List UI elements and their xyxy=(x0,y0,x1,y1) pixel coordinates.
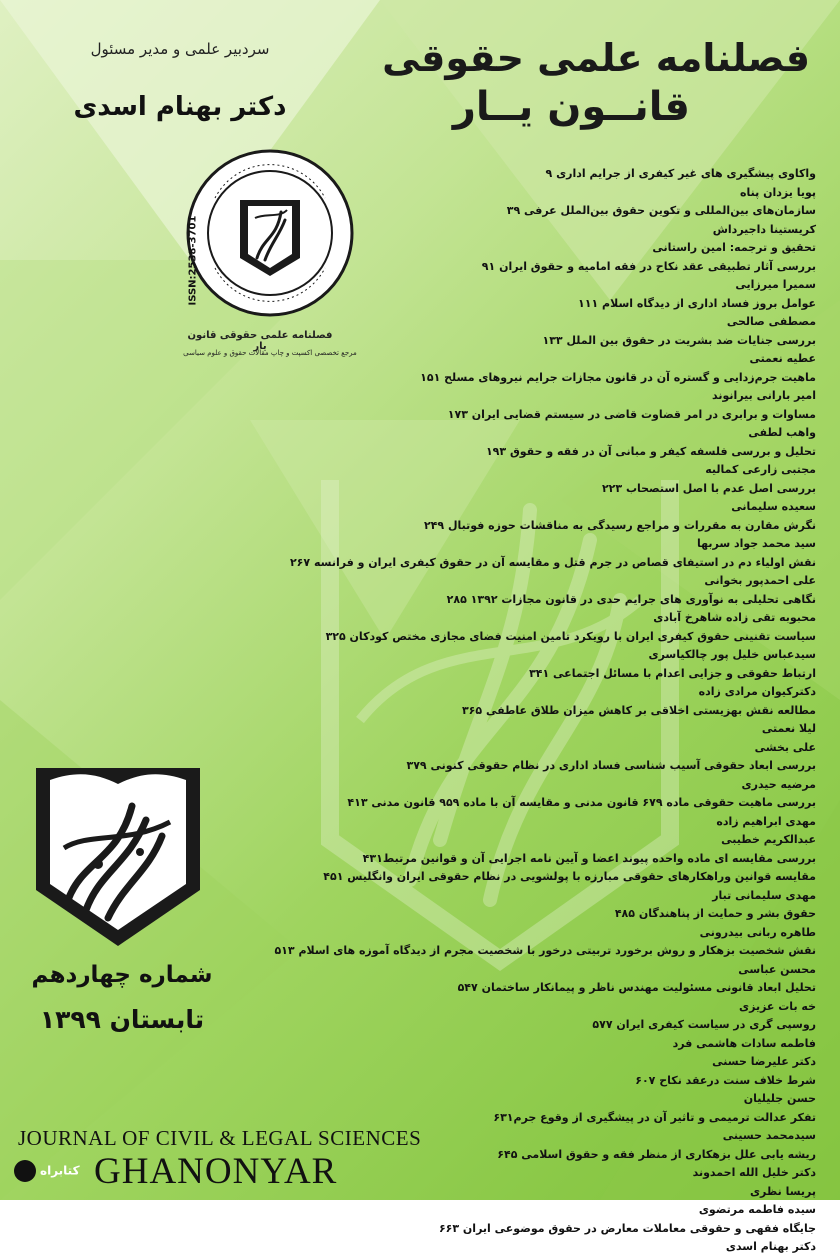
editor-label: سردبیر علمی و مدیر مسئول xyxy=(90,40,270,58)
toc-line: عوامل بروز فساد اداری از دیدگاه اسلام ۱۱۱ xyxy=(578,296,816,310)
toc-line: تفکر عدالت ترمیمی و تاثیر آن در پیشگیری از وقوع جرم۶۳۱ xyxy=(493,1110,816,1124)
toc-line: واهب لطفی xyxy=(748,426,816,439)
table-of-contents xyxy=(274,165,816,1257)
issue-season: تابستان ۱۳۹۹ xyxy=(39,1005,205,1034)
toc-line: بررسی اصل عدم با اصل استصحاب ۲۲۳ xyxy=(601,481,816,495)
toc-line: مطالعه نقش بهزیستی اخلاقی بر کاهش میزان طلاق عاطفی ۳۶۵ xyxy=(461,703,816,717)
toc-line: بررسی مقایسه ای ماده واحده پیوند اعضا و آیین نامه اجرایی آن و قوانین مرتبط۴۳۱ xyxy=(362,851,816,865)
seal-subcaption: مرجع تخصصی اکسپت و چاپ مقالات حقوق و علوم سیاسی xyxy=(183,349,357,357)
toc-line: مساوات و برابری در امر قضاوت قاضی در سیستم قضایی ایران ۱۷۳ xyxy=(447,407,816,421)
toc-line: سیدمحمد حسینی xyxy=(722,1129,816,1142)
toc-line: محبوبه تقی زاده شاهرخ آبادی xyxy=(653,611,816,624)
toc-line: علی بخشی xyxy=(754,740,816,754)
toc-line: مصطفی صالحی xyxy=(726,315,816,328)
toc-line: تحلیل و بررسی فلسفه کیفر و مبانی آن در فقه و حقوق ۱۹۳ xyxy=(485,444,816,458)
toc-line: بررسی جنایات ضد بشریت در حقوق بین الملل ۱۳۳ xyxy=(542,333,816,347)
toc-line: سیدعباس خلیل پور چالکیاسری xyxy=(648,648,816,661)
toc-line: دکترکیوان مرادی زاده xyxy=(698,685,816,698)
toc-line: طاهره ربانی بیدرونی xyxy=(699,925,816,939)
toc-line: سیده فاطمه مرتضوی xyxy=(698,1203,816,1216)
toc-line: پویا یزدان پناه xyxy=(740,185,816,199)
toc-line: لیلا نعمتی xyxy=(761,722,816,735)
toc-line: فاطمه سادات هاشمی فرد xyxy=(672,1036,816,1050)
toc-line: بررسی آثار تطبیقی عقد نکاح در فقه امامیه و حقوق ایران ۹۱ xyxy=(481,259,816,273)
journal-english-title: JOURNAL OF CIVIL & LEGAL SCIENCES xyxy=(18,1126,422,1150)
toc-line: سعیده سلیمانی xyxy=(731,500,816,513)
toc-line: حسن جلیلیان xyxy=(743,1092,816,1105)
toc-line: سیاست تقنینی حقوق کیفری ایران با رویکرد تامین امنیت فضای مجازی مختص کودکان ۳۲۵ xyxy=(325,629,816,643)
toc-line: علی احمدپور بخوانی xyxy=(704,574,816,587)
ketabrah-logo-icon xyxy=(14,1160,36,1182)
toc-line: کریستینا داجیرداش xyxy=(712,222,816,236)
toc-line: مهدی ابراهیم زاده xyxy=(716,814,816,828)
seal-caption: فصلنامه علمی حقوقی قانون یار xyxy=(187,330,333,352)
editor-name: دکتر بهنام اسدی xyxy=(73,92,287,122)
toc-line: مقایسه قوانین وراهکارهای حقوقی مبارزه با پولشویی در نظام حقوقی ایران وانگلیس ۴۵۱ xyxy=(323,870,816,883)
toc-line: مرضیه حیدری xyxy=(741,777,816,791)
journal-title: فصلنامه علمی حقوقی xyxy=(382,36,810,80)
toc-line: نگاهی تحلیلی به نوآوری های جرایم حدی در قانون مجازات ۱۳۹۲ ۲۸۵ xyxy=(446,592,816,606)
journal-seal xyxy=(185,148,355,318)
toc-line: امیر بارانی بیرانوند xyxy=(712,389,816,402)
journal-shield-logo xyxy=(28,760,208,950)
toc-line: نقش شخصیت بزهکار و روش برخورد تربیتی درخور با شخصیت مجرم از دیدگاه آموزه های اسلام ۵۱۳ xyxy=(274,944,816,957)
toc-line: روسپی گری در سیاست کیفری ایران ۵۷۷ xyxy=(592,1018,816,1031)
toc-line: سازمان‌های بین‌المللی و تکوین حقوق بین‌الملل عرفی ۳۹ xyxy=(506,204,816,217)
toc-line: دکتر علیرضا حسنی xyxy=(712,1055,816,1068)
toc-line: خه بات عزیزی xyxy=(739,999,816,1013)
toc-line: مجتبی زارعی کمالیه xyxy=(705,463,816,476)
journal-english-brand: GHANONYAR xyxy=(94,1151,338,1192)
toc-line: نگرش مقارن به مقررات و مراجع رسیدگی به مناقشات حوزه فوتبال ۲۴۹ xyxy=(423,518,816,532)
toc-line: پریسا نظری xyxy=(749,1184,816,1198)
toc-line: دکتر بهنام اسدی xyxy=(725,1240,816,1253)
toc-line: سید محمد جواد سربها xyxy=(696,537,816,550)
ketabrah-watermark: کتابراه xyxy=(14,1160,80,1182)
toc-line: بررسی ماهیت حقوقی ماده ۶۷۹ قانون مدنی و مقایسه آن با ماده ۹۵۹ قانون مدنی ۴۱۳ xyxy=(347,796,816,809)
toc-line: دکتر خلیل الله احمدوند xyxy=(692,1166,816,1179)
toc-line: عطیه نعمتی xyxy=(749,352,816,365)
toc-line: جایگاه فقهی و حقوقی معاملات معارض در حقوق موضوعی ایران ۶۶۳ xyxy=(438,1221,816,1235)
toc-line: ریشه یابی علل بزهکاری از منظر فقه و حقوق اسلامی ۶۴۵ xyxy=(497,1147,816,1161)
toc-line: ماهیت جرم‌زدایی و گستره آن در قانون مجازات جرایم نیروهای مسلح ۱۵۱ xyxy=(420,370,816,384)
toc-line: بررسی ابعاد حقوقی آسیب شناسی فساد اداری در نظام حقوقی کنونی ۳۷۹ xyxy=(406,759,816,772)
toc-line: عبدالکریم خطیبی xyxy=(721,833,816,846)
toc-line: مهدی سلیمانی تبار xyxy=(712,888,816,902)
toc-line: نقش اولیاء دم در استیفای قصاص در جرم قتل و مقایسه آن در حقوق کیفری ایران و فرانسه ۲۶۷ xyxy=(289,555,816,569)
issn-label: ISSN:2538-3701 xyxy=(187,215,199,306)
toc-line: ارتباط حقوقی و جزایی اعدام با مسائل اجتماعی ۳۴۱ xyxy=(529,666,816,680)
toc-line: تحلیل ابعاد قانونی مسئولیت مهندس ناظر و پیمانکار ساختمان ۵۴۷ xyxy=(457,981,816,994)
journal-brand: قانــون یــار xyxy=(452,84,690,130)
issue-number: شماره چهاردهم xyxy=(31,962,213,988)
toc-line: شرط خلاف سنت درعقد نکاح ۶۰۷ xyxy=(635,1073,816,1087)
toc-line: تحقیق و ترجمه: امین راستانی xyxy=(652,241,816,254)
toc-line: محسن عباسی xyxy=(738,962,816,976)
toc-line: حقوق بشر و حمایت از پناهندگان ۴۸۵ xyxy=(614,907,816,920)
toc-line: سمیرا میرزایی xyxy=(735,278,816,291)
toc-line: واکاوی پیشگیری های غیر کیفری از جرایم اداری ۹ xyxy=(545,167,816,180)
